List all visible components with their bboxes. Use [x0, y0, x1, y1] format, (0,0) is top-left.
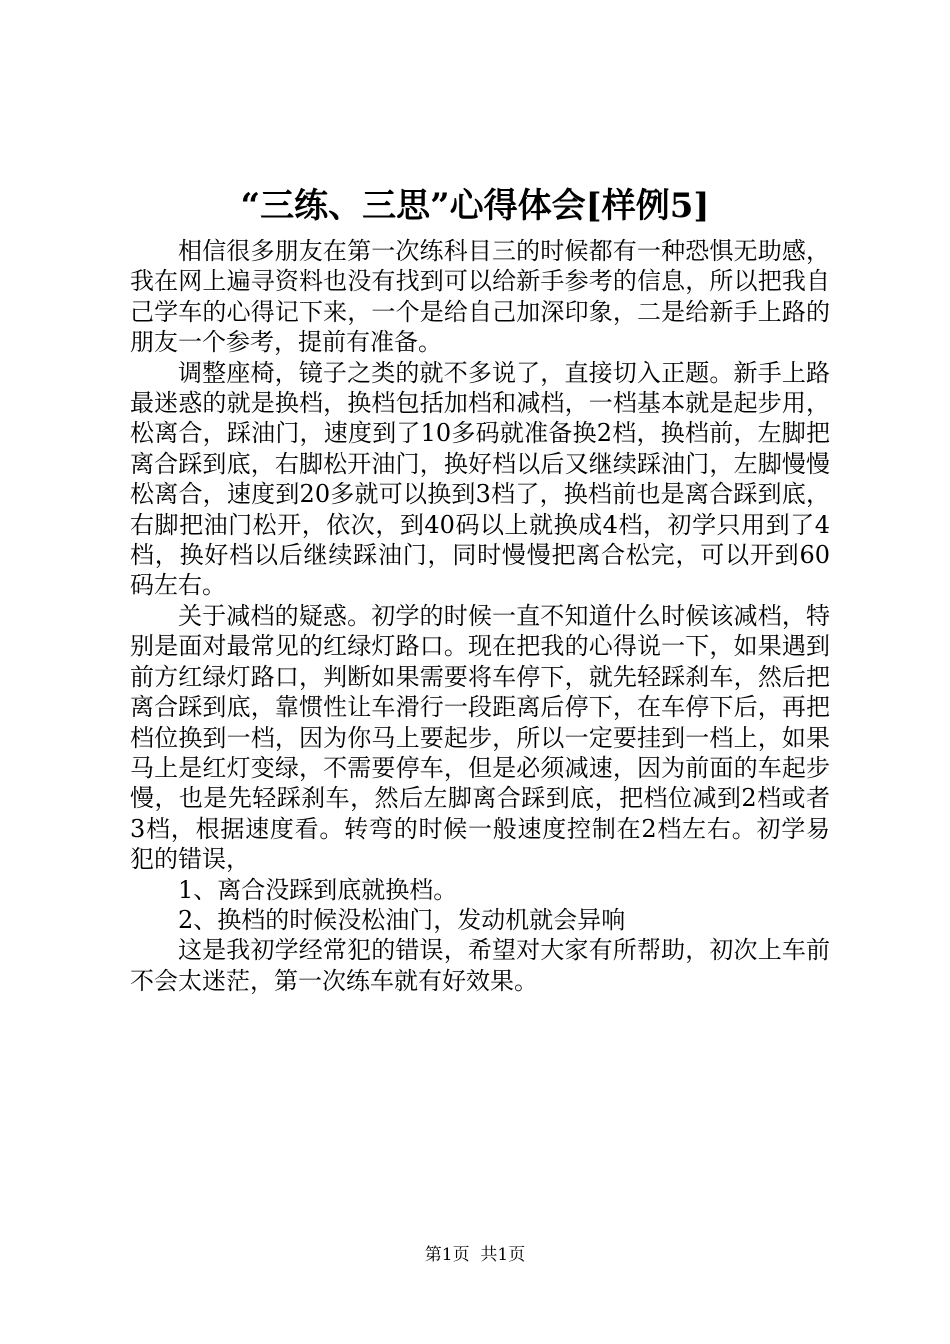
paragraph-closing: 这是我初学经常犯的错误，希望对大家有所帮助，初次上车前不会太迷茫，第一次练车就有好效果。: [130, 936, 830, 995]
document-title: “三练、三思”心得体会[样例5]: [240, 186, 710, 226]
page-footer: [0, 1244, 950, 1266]
list-item-mistake-1: 1、离合没踩到底就换档。: [178, 875, 458, 904]
document-body: [130, 236, 830, 996]
page-number: 第1页: [424, 1245, 470, 1265]
footer-separator: [470, 1245, 481, 1265]
paragraph-gear-up: 调整座椅，镜子之类的就不多说了，直接切入正题。新手上路最迷惑的就是换档，换档包括加档和减档，一档基本就是起步用，松离合，踩油门，速度到了10多码就准备换2档，换档前，左脚把离合踩到底，右脚松开油门，换好档以后又继续踩油门，左脚慢慢松离合，速度到20多就可以换到3档了，换档前也是离合踩到底，右脚把油门松开，依次，到40码以上就换成4档，初学只用到了4档，换好档以后继续踩油门，同时慢慢把离合松完，可以开到60码左右。: [130, 358, 830, 600]
paragraph-gear-down: 关于减档的疑惑。初学的时候一直不知道什么时候该减档，特别是面对最常见的红绿灯路口。现在把我的心得说一下，如果遇到前方红绿灯路口，判断如果需要将车停下，就先轻踩刹车，然后把离合踩到底，靠惯性让车滑行一段距离后停下，在车停下后，再把档位换到一档，因为你马上要起步，所以一定要挂到一档上，如果马上是红灯变绿，不需要停车，但是必须减速，因为前面的车起步慢，也是先轻踩刹车，然后左脚离合踩到底，把档位减到2档或者3档，根据速度看。转弯的时候一般速度控制在2档左右。初学易犯的错误，: [130, 601, 830, 874]
paragraph-intro: 相信很多朋友在第一次练科目三的时候都有一种恐惧无助感，我在网上遍寻资料也没有找到可以给新手参考的信息，所以把我自己学车的心得记下来，一个是给自己加深印象，二是给新手上路的朋友一个参考，提前有准备。: [130, 237, 830, 357]
page-total: 共1页: [480, 1245, 526, 1265]
list-item-mistake-2: 2、换档的时候没松油门，发动机就会异响: [178, 905, 626, 934]
